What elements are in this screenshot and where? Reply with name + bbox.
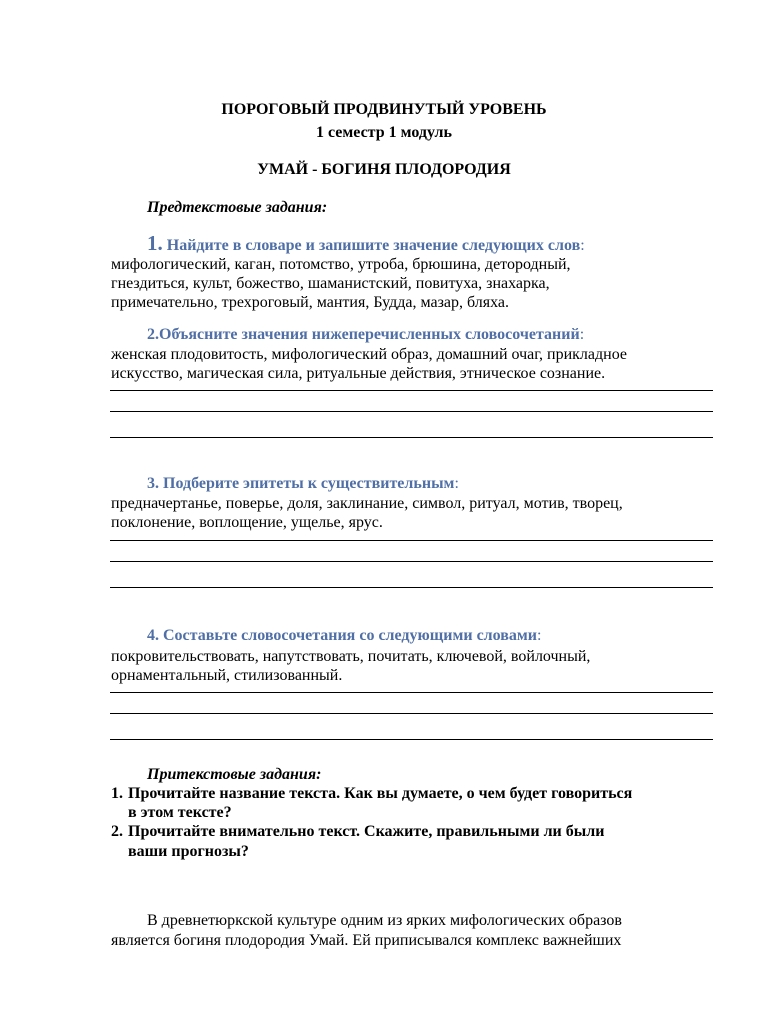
- task-3-line: предначертанье, поверье, доля, заклинание, символ, ритуал, мотив, творец,: [111, 495, 623, 512]
- document-subtitle: 1 семестр 1 модуль: [315, 124, 452, 141]
- intext-heading: Притекстовые задания:: [147, 766, 322, 783]
- task-1-line: мифологический, каган, потомство, утроба, брюшина, детородный,: [111, 256, 571, 273]
- intext-item-1-line: в этом тексте?: [128, 804, 232, 821]
- intext-item-2-number: 2.: [111, 823, 123, 840]
- task-2-title: 2.Объясните значения нижеперечисленных словосочетаний: [147, 326, 580, 343]
- answer-line: [110, 739, 713, 740]
- topic-title: УМАЙ - БОГИНЯ ПЛОДОРОДИЯ: [257, 161, 511, 178]
- task-4-line: покровительствовать, напутствовать, почитать, ключевой, войлочный,: [111, 648, 591, 665]
- task-4-line: орнаментальный, стилизованный.: [111, 667, 343, 684]
- task-3-line: поклонение, воплощение, ущелье, ярус.: [111, 514, 383, 531]
- answer-line: [110, 540, 713, 541]
- answer-line: [110, 390, 713, 391]
- task-4-heading: [147, 627, 541, 645]
- intext-item-1-line: Прочитайте название текста. Как вы думаете, о чем будет говориться: [128, 785, 633, 802]
- pretext-heading: Предтекстовые задания:: [147, 199, 328, 216]
- task-1-heading: [147, 231, 585, 256]
- task-1-colon: :: [580, 237, 585, 254]
- text-paragraph-line: является богиня плодородия Умай. Ей приписывался комплекс важнейших: [111, 932, 622, 949]
- answer-line: [110, 587, 713, 588]
- document-title: ПОРОГОВЫЙ ПРОДВИНУТЫЙ УРОВЕНЬ: [221, 101, 547, 118]
- task-1-title: Найдите в словаре и запишите значение следующих слов: [166, 237, 581, 254]
- answer-line: [110, 437, 713, 438]
- task-1-line: примечательно, трехроговый, мантия, Будда, мазар, бляха.: [111, 294, 510, 311]
- task-1-line: гнездиться, культ, божество, шаманистский, повитуха, знахарка,: [111, 275, 550, 292]
- intext-item-2-line: ваши прогнозы?: [128, 843, 249, 860]
- task-3-title: 3. Подберите эпитеты к существительным: [147, 475, 455, 492]
- task-2-line: искусство, магическая сила, ритуальные действия, этническое сознание.: [111, 365, 606, 382]
- intext-item-2-line: Прочитайте внимательно текст. Скажите, правильными ли были: [128, 823, 605, 840]
- task-4-title: 4. Составьте словосочетания со следующими словами: [147, 627, 538, 644]
- answer-line: [110, 561, 713, 562]
- task-3-heading: [147, 475, 459, 493]
- task-2-line: женская плодовитость, мифологический образ, домашний очаг, прикладное: [111, 346, 628, 363]
- answer-line: [110, 713, 713, 714]
- task-3-colon: :: [454, 475, 459, 492]
- task-1-number: 1.: [147, 231, 163, 255]
- text-paragraph-line: В древнетюркской культуре одним из ярких мифологических образов: [147, 912, 622, 929]
- answer-line: [110, 692, 713, 693]
- task-4-colon: :: [537, 627, 542, 644]
- intext-item-1-number: 1.: [111, 785, 123, 802]
- answer-line: [110, 411, 713, 412]
- task-2-heading: [147, 326, 584, 344]
- task-2-colon: :: [579, 326, 585, 343]
